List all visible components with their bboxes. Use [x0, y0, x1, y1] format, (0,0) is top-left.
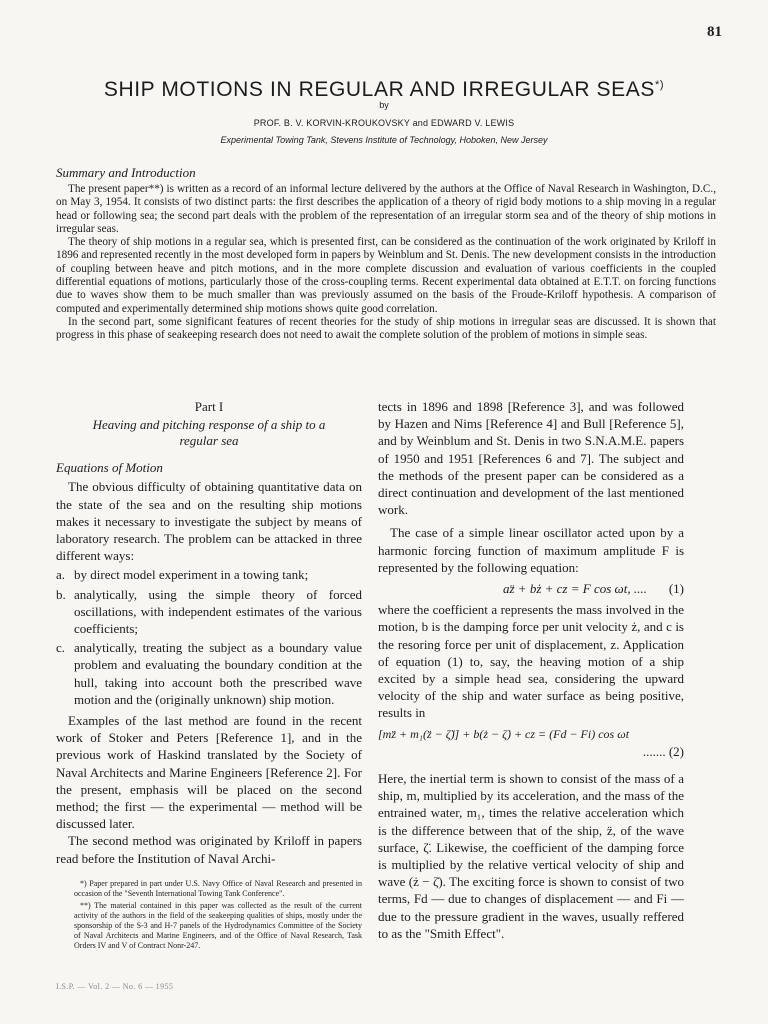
body-paragraph: Examples of the last method are found in the recent work of Stoker and Peters [Reference 1], and in the previous work of Haskind translated by the Society of Naval Architects and Marine Engineers [Reference 2]. For the present, emphasis will be placed on the second method; the first — the experimental — method will be discussed later.: [56, 713, 362, 832]
paper-title: [0, 78, 768, 102]
authors: PROF. B. V. KORVIN-KROUKOVSKY and EDWARD V. LEWIS: [253, 118, 515, 128]
list-item-text: analytically, using the simple theory of forced oscillations, with independent estimates of the various coefficients;: [74, 586, 362, 637]
summary-paragraph: The present paper**) is written as a record of an informal lecture delivered by the authors at the Office of Naval Research in Washington, D.C., on May 3, 1954. It consists of two distinct parts: the first describes the application of a theory of rigid body motions to a ship moving in a regular head or following sea; the second part deals with the problem of the representation of an irregular storm sea and of the theory of ship motions in irregular seas.: [56, 183, 716, 235]
list-item-text: analytically, treating the subject as a boundary value problem and evaluating the boundary condition at the hull, taking into account both the prescribed wave motion and the (originally unknown) ship motion.: [74, 640, 362, 707]
equation-2: [mz̈ + m₁(z̈ − ζ̈)] + b(ż − ζ̇) + cz = (Fd − Fi) cos ωt: [378, 726, 630, 741]
body-paragraph: Here, the inertial term is shown to consist of the mass of a ship, m, multiplied by its acceleration, and the mass of the entrained water, m₁, times the relative acceleration which is the difference between that of the ship, z̈, of the wave surface, ζ̈. Likewise, the coefficient of the damping force is multiplied by the relative vertical velocity of ship and wave (ż − ζ̇). The exciting force is shown to consist of two terms, Fd — due to changes of displacement — and Fi — due to the pressure gradient in the waves, usually reffered to as the "Smith Effect".: [378, 771, 684, 941]
methods-list: [56, 566, 362, 708]
list-marker: c.: [56, 640, 66, 656]
right-column: [378, 398, 684, 942]
footnotes: [56, 879, 362, 951]
list-item: [56, 566, 362, 583]
summary-heading: Summary and Introduction: [56, 165, 196, 180]
part-heading: Part I: [194, 399, 224, 414]
summary-section: [56, 183, 716, 343]
page-number: 81: [707, 24, 722, 40]
affiliation: Experimental Towing Tank, Stevens Institute of Technology, Hoboken, New Jersey: [220, 135, 548, 145]
title-footnote-mark: *): [654, 79, 665, 92]
list-marker: b.: [56, 586, 66, 602]
list-item: [56, 639, 362, 708]
paper-title-text: SHIP MOTIONS IN REGULAR AND IRREGULAR SEAS: [103, 78, 655, 102]
footnote: *) Paper prepared in part under U.S. Navy Office of Naval Research and presented in occasion of the "Seventh International Towing Tank Conference".: [74, 878, 362, 898]
journal-footer: I.S.P. — Vol. 2 — No. 6 — 1955: [56, 982, 174, 991]
list-marker: a.: [56, 567, 66, 583]
part-subtitle: Heaving and pitching response of a ship to a regular sea: [92, 417, 326, 449]
body-paragraph: The second method was originated by Kriloff in papers read before the Institution of Naval Archi-: [56, 833, 362, 866]
by-line: by: [379, 100, 389, 110]
summary-paragraph: In the second part, some significant features of recent theories for the study of ship motions in irregular seas are discussed. It is shown that progress in this phase of seakeeping research does not need to await the complete solution of the problem of motions in simple seas.: [56, 315, 716, 342]
list-item-text: by direct model experiment in a towing tank;: [74, 567, 309, 583]
body-paragraph: The case of a simple linear oscillator acted upon by a harmonic forcing function of maximum amplitude F is represented by the following equation:: [378, 525, 684, 575]
equation-1-number: (1): [668, 581, 684, 597]
summary-paragraph: The theory of ship motions in a regular sea, which is presented first, can be considered as the continuation of the work originated by Kriloff in 1896 and represented recently in the most developed form in papers by Weinblum and St. Denis. The new development consists in the introduction of coupling between heave and pitch motions, and in the more complete discussion and evaluation of various coefficients in the coupled differential equations of motions, particularly those of the cross-coupling terms. Recent experimental data obtained at E.T.T. on forcing functions due to waves show them to be much smaller than was previously assumed on the basis of the Froude-Kriloff hypothesis. A comparison of computed and experimentally determined ship motions shows quite good correlation.: [56, 236, 716, 315]
footnote: **) The material contained in this paper was collected as the result of the current activity of the authors in the field of the seakeeping qualities of ships, mostly under the sponsorship of the S-3 and H-7 panels of the Hydrodynamics Committee of the Society of Naval Architects and Marine Engineers, and of the Office of Naval Research, Task Orders IV and V of Contract Nonr-247.: [74, 900, 362, 950]
equation-2-number: ....... (2): [642, 743, 684, 759]
list-item: [56, 586, 362, 638]
equation-1-body: az̈ + bż + cz = F cos ωt, ....: [503, 581, 647, 597]
body-paragraph: The obvious difficulty of obtaining quantitative data on the state of the sea and on the resulting ship motions makes it necessary to investigate the subject by means of laboratory research. The problem can be attacked in three different ways:: [56, 479, 362, 564]
left-column: [56, 398, 362, 953]
equation-1: [378, 580, 684, 597]
section-heading: Equations of Motion: [56, 460, 163, 476]
body-paragraph: tects in 1896 and 1898 [Reference 3], and was followed by Hazen and Nims [Reference 4] and Bull [Reference 5], and by Weinblum and St. Denis in two S.N.A.M.E. papers of 1950 and 1951 [References 6 and 7]. The subject and the methods of the present paper can be considered as a direct continuation and development of the last mentioned work.: [378, 399, 684, 518]
body-paragraph: where the coefficient a represents the mass involved in the motion, b is the damping force per unit velocity ż, and c is the resoring force per unit of displacement, z. Application of equation (1) to, say, the heaving motion of a ship excited by a simple head sea, considering the upward velocity of the ship and water surface as being positive, results in: [378, 602, 684, 721]
